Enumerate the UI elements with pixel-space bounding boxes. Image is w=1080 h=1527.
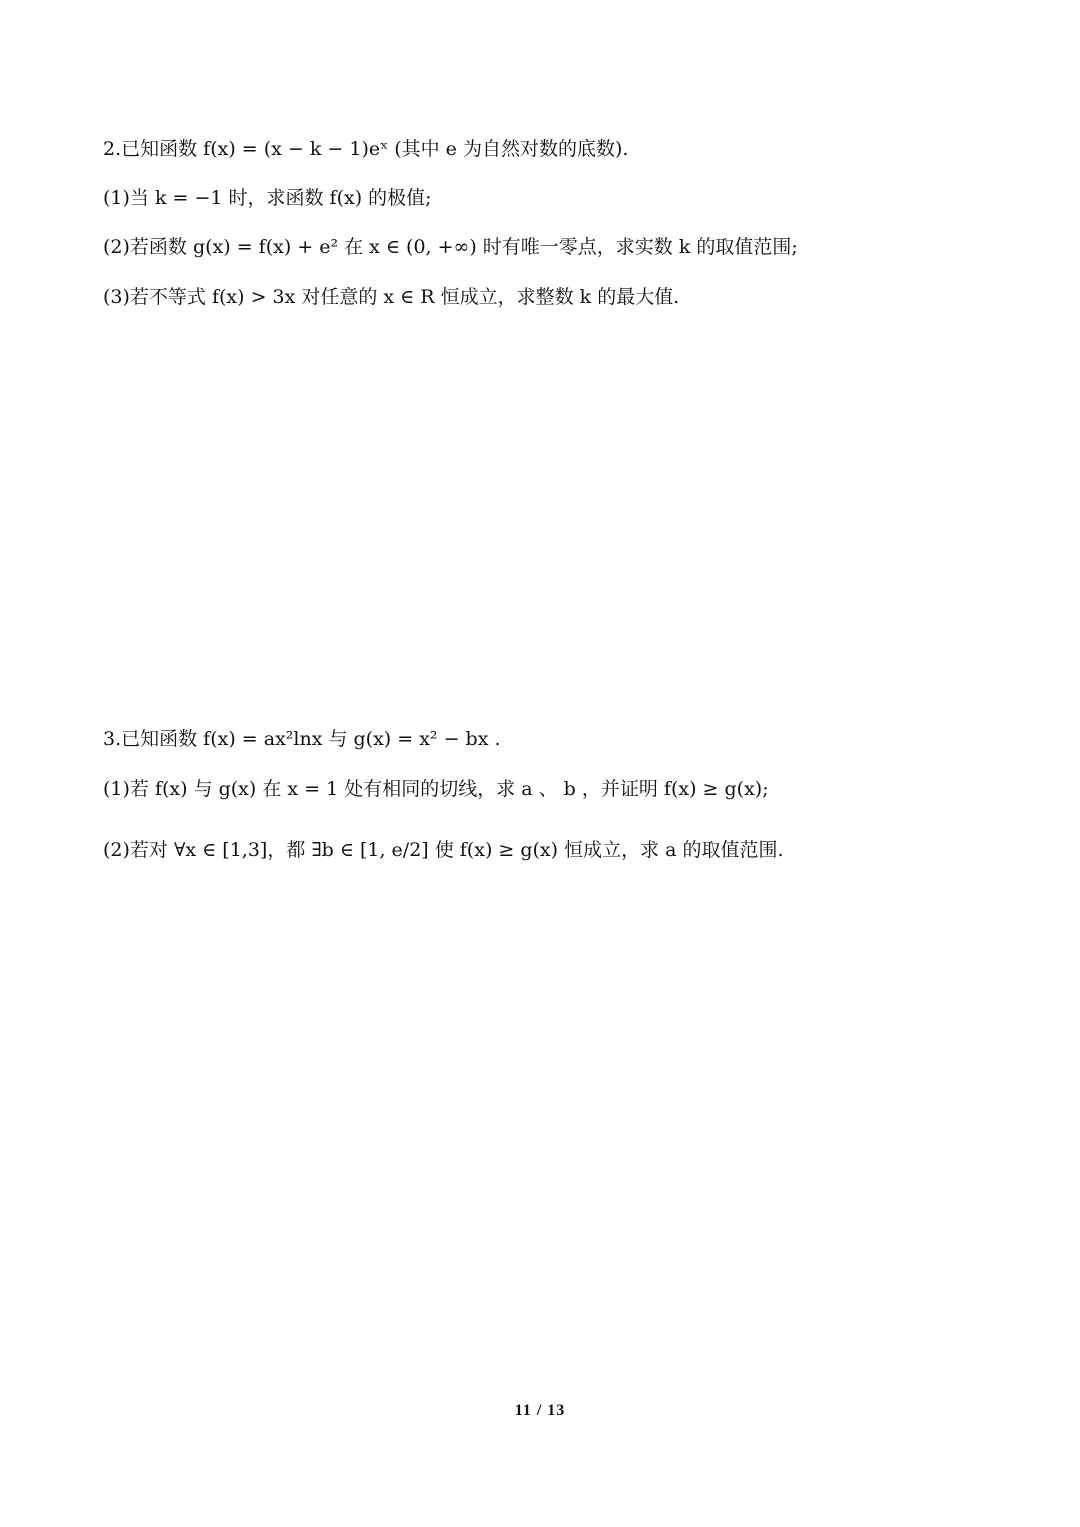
problem-2-part-2: (2)若函数 g(x) = f(x) + e² 在 x ∈ (0, +∞) 时有唯一零点，求实数 k 的取值范围; — [103, 236, 798, 258]
page-number: 11 / 13 — [514, 1402, 566, 1419]
problem-2-part-3: (3)若不等式 f(x) > 3x 对任意的 x ∈ R 恒成立，求整数 k 的最大值. — [103, 286, 680, 308]
problem-3-statement: 3.已知函数 f(x) = ax²lnx 与 g(x) = x² − bx . — [103, 728, 501, 750]
problem-2-statement: 2.已知函数 f(x) = (x − k − 1)eˣ (其中 e 为自然对数的底数). — [103, 138, 629, 160]
problem-3-part-2: (2)若对 ∀x ∈ [1,3]，都 ∃b ∈ [1, e/2] 使 f(x) ≥ g(x) 恒成立，求 a 的取值范围. — [103, 839, 784, 861]
problem-3-part-1: (1)若 f(x) 与 g(x) 在 x = 1 处有相同的切线，求 a 、 b ，并证明 f(x) ≥ g(x); — [103, 778, 769, 800]
problem-2-part-1: (1)当 k = −1 时，求函数 f(x) 的极值; — [103, 187, 432, 209]
